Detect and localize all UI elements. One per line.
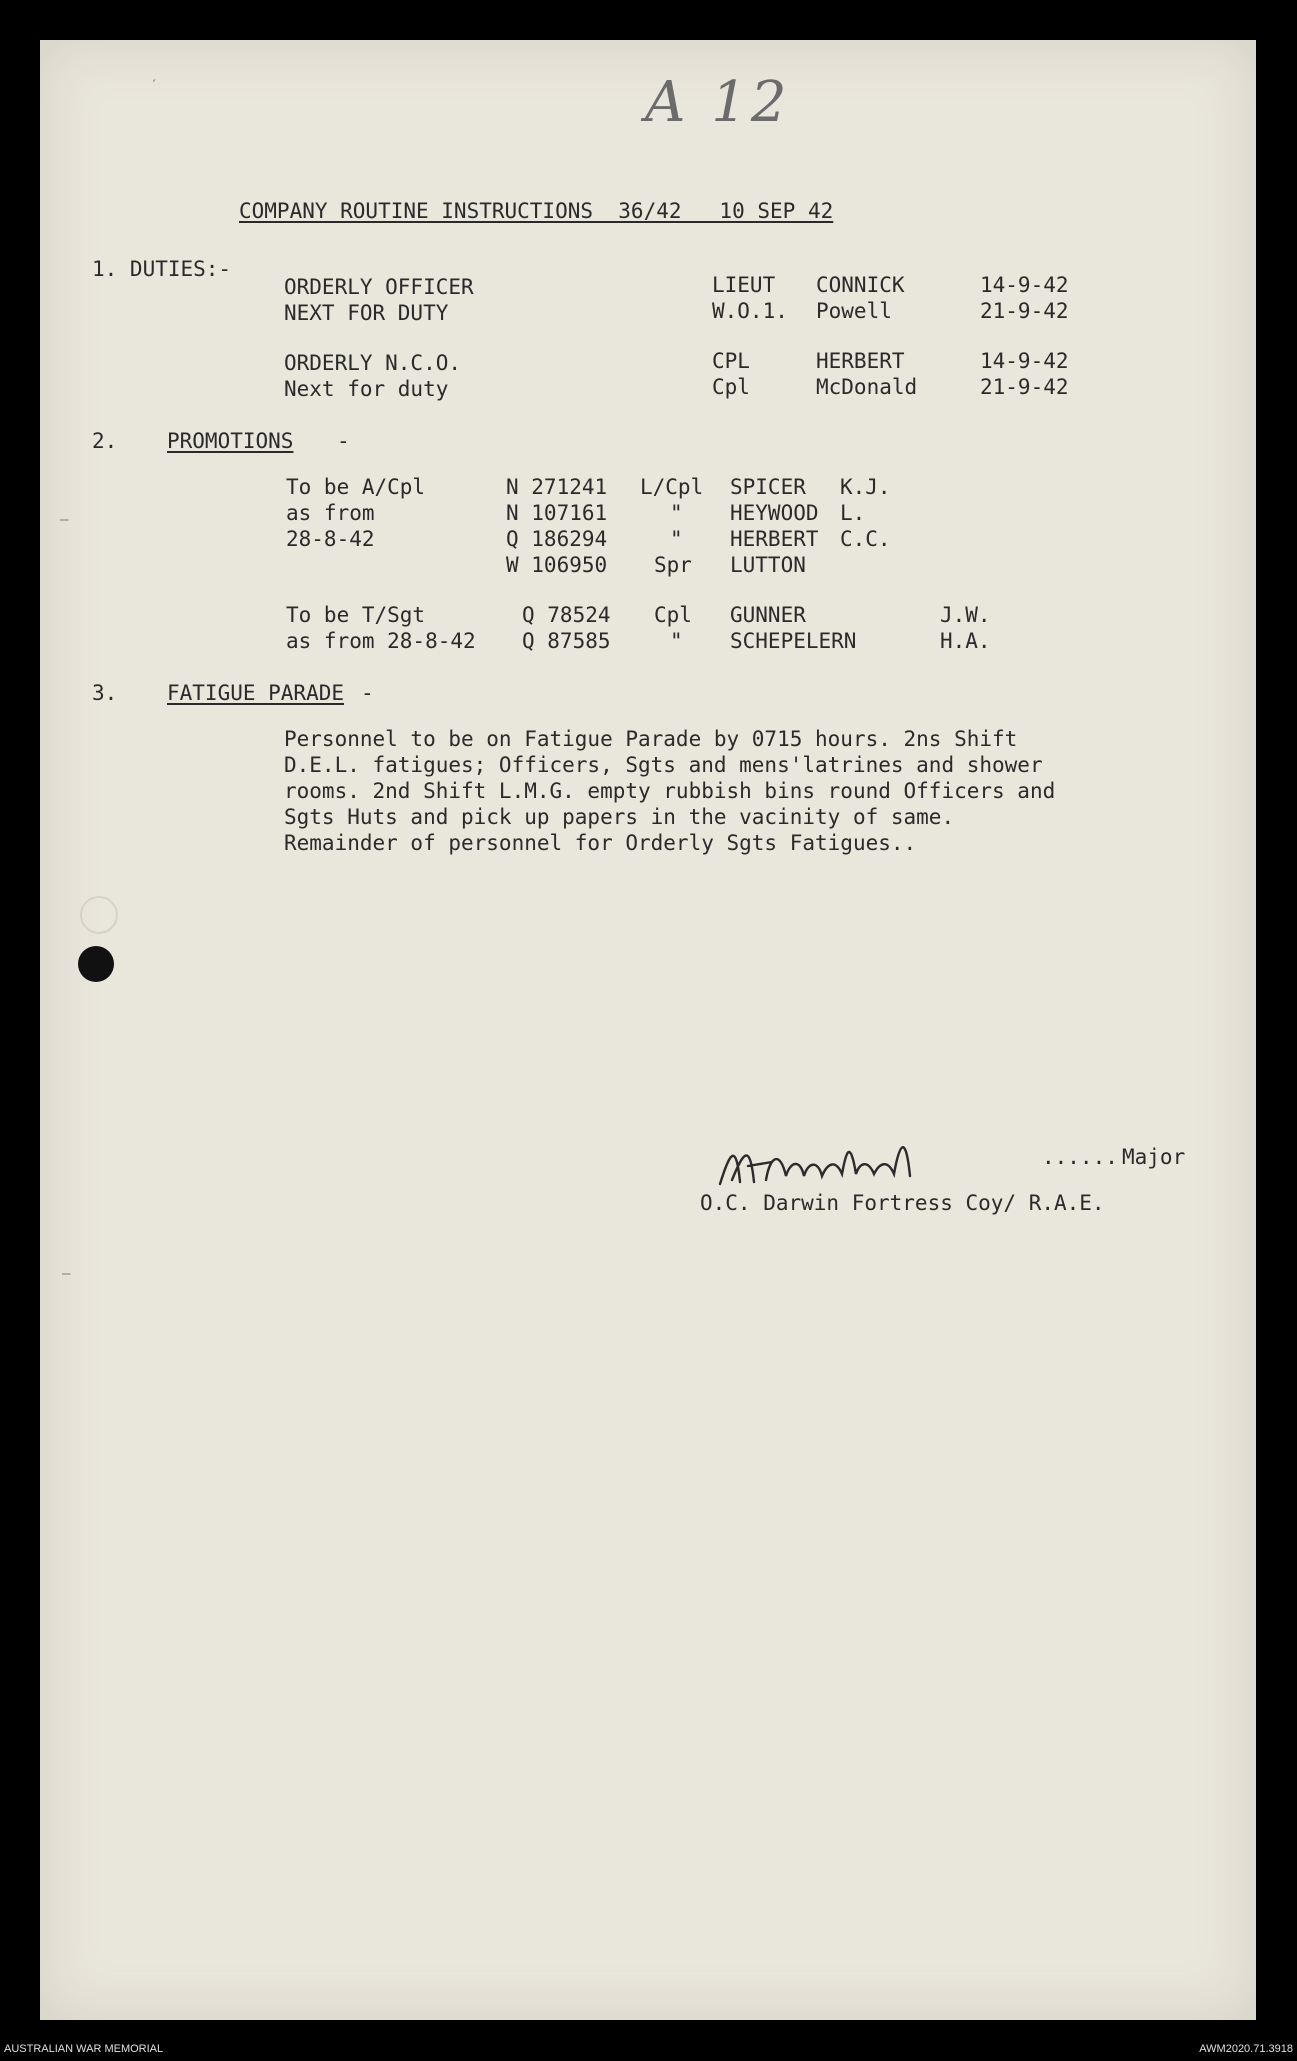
promotion-rank: Cpl xyxy=(654,603,692,627)
document-page xyxy=(40,40,1256,2020)
footer-institution: AUSTRALIAN WAR MEMORIAL xyxy=(4,2043,164,2055)
promotion-name: SPICER xyxy=(730,475,806,499)
promotion-name: HERBERT xyxy=(730,527,819,551)
section-duties-heading: 1. DUTIES:- xyxy=(92,257,232,281)
promotion-name: HEYWOOD xyxy=(730,501,819,525)
punch-hole-faint xyxy=(80,896,118,934)
promotion-rank: " xyxy=(670,527,683,551)
section-fatigue-num: 3. xyxy=(92,681,118,705)
staple-mark: — xyxy=(60,512,69,528)
duty-role: Next for duty xyxy=(284,377,449,401)
duty-name: Powell xyxy=(816,299,892,323)
section-promotions-dash: - xyxy=(337,429,350,453)
staple-mark: — xyxy=(62,1266,71,1282)
duty-rank: W.O.1. xyxy=(712,299,788,323)
section-fatigue-dash: - xyxy=(361,681,374,705)
duty-date: 21-9-42 xyxy=(980,299,1069,323)
promotion-rank: " xyxy=(670,629,683,653)
duty-name: CONNICK xyxy=(816,273,905,297)
footer-accession: AWM2020.71.3918 xyxy=(1199,2043,1293,2055)
fatigue-line: rooms. 2nd Shift L.M.G. empty rubbish bins round Officers and xyxy=(284,779,1056,803)
section-promotions-num: 2. xyxy=(92,429,118,453)
promotion-rank: " xyxy=(670,501,683,525)
signature-dots: ...... xyxy=(1042,1145,1118,1169)
section-promotions-heading: PROMOTIONS xyxy=(167,429,294,453)
promotion-name: GUNNER xyxy=(730,603,806,627)
promotion-rank: L/Cpl xyxy=(640,475,704,499)
fatigue-line: D.E.L. fatigues; Officers, Sgts and mens'latrines and shower xyxy=(284,753,1043,777)
promotion-number: N 271241 xyxy=(506,475,608,499)
signature-scribble xyxy=(710,1132,1040,1192)
promotion-number: Q 87585 xyxy=(522,629,611,653)
duty-role: ORDERLY N.C.O. xyxy=(284,351,462,375)
fatigue-line: Remainder of personnel for Orderly Sgts Fatigues.. xyxy=(284,831,917,855)
duty-date: 14-9-42 xyxy=(980,273,1069,297)
handwritten-annotation: A 12 xyxy=(645,70,791,135)
fatigue-line: Personnel to be on Fatigue Parade by 0715 hours. 2ns Shift xyxy=(284,727,1018,751)
duty-name: McDonald xyxy=(816,375,918,399)
duty-date: 14-9-42 xyxy=(980,349,1069,373)
promotion-label: as from 28-8-42 xyxy=(286,629,476,653)
duty-rank: CPL xyxy=(712,349,750,373)
duty-rank: Cpl xyxy=(712,375,750,399)
promotion-label: To be T/Sgt xyxy=(286,603,426,627)
duty-rank: LIEUT xyxy=(712,273,776,297)
duty-name: HERBERT xyxy=(816,349,905,373)
promotion-label: 28-8-42 xyxy=(286,527,375,551)
document-header: COMPANY ROUTINE INSTRUCTIONS 36/42 10 SEP 42 xyxy=(239,199,834,223)
signature-rank: Major xyxy=(1122,1145,1186,1169)
promotion-number: N 107161 xyxy=(506,501,608,525)
promotion-name: LUTTON xyxy=(730,553,806,577)
promotion-initials: H.A. xyxy=(940,629,991,653)
punch-hole xyxy=(78,946,114,982)
duty-role: ORDERLY OFFICER xyxy=(284,275,474,299)
promotion-number: Q 78524 xyxy=(522,603,611,627)
promotion-initials: L. xyxy=(840,501,866,525)
promotion-label: as from xyxy=(286,501,375,525)
signature-title: O.C. Darwin Fortress Coy/ R.A.E. xyxy=(700,1191,1105,1215)
promotion-number: Q 186294 xyxy=(506,527,608,551)
promotion-rank: Spr xyxy=(654,553,692,577)
promotion-initials: C.C. xyxy=(840,527,891,551)
promotion-label: To be A/Cpl xyxy=(286,475,426,499)
duty-date: 21-9-42 xyxy=(980,375,1069,399)
fatigue-line: Sgts Huts and pick up papers in the vacinity of same. xyxy=(284,805,955,829)
promotion-initials: J.W. xyxy=(940,603,991,627)
promotion-initials: K.J. xyxy=(840,475,891,499)
duty-role: NEXT FOR DUTY xyxy=(284,301,449,325)
section-fatigue-heading: FATIGUE PARADE xyxy=(167,681,345,705)
promotion-number: W 106950 xyxy=(506,553,608,577)
staple-mark: ′ xyxy=(150,78,159,94)
promotion-name: SCHEPELERN xyxy=(730,629,857,653)
